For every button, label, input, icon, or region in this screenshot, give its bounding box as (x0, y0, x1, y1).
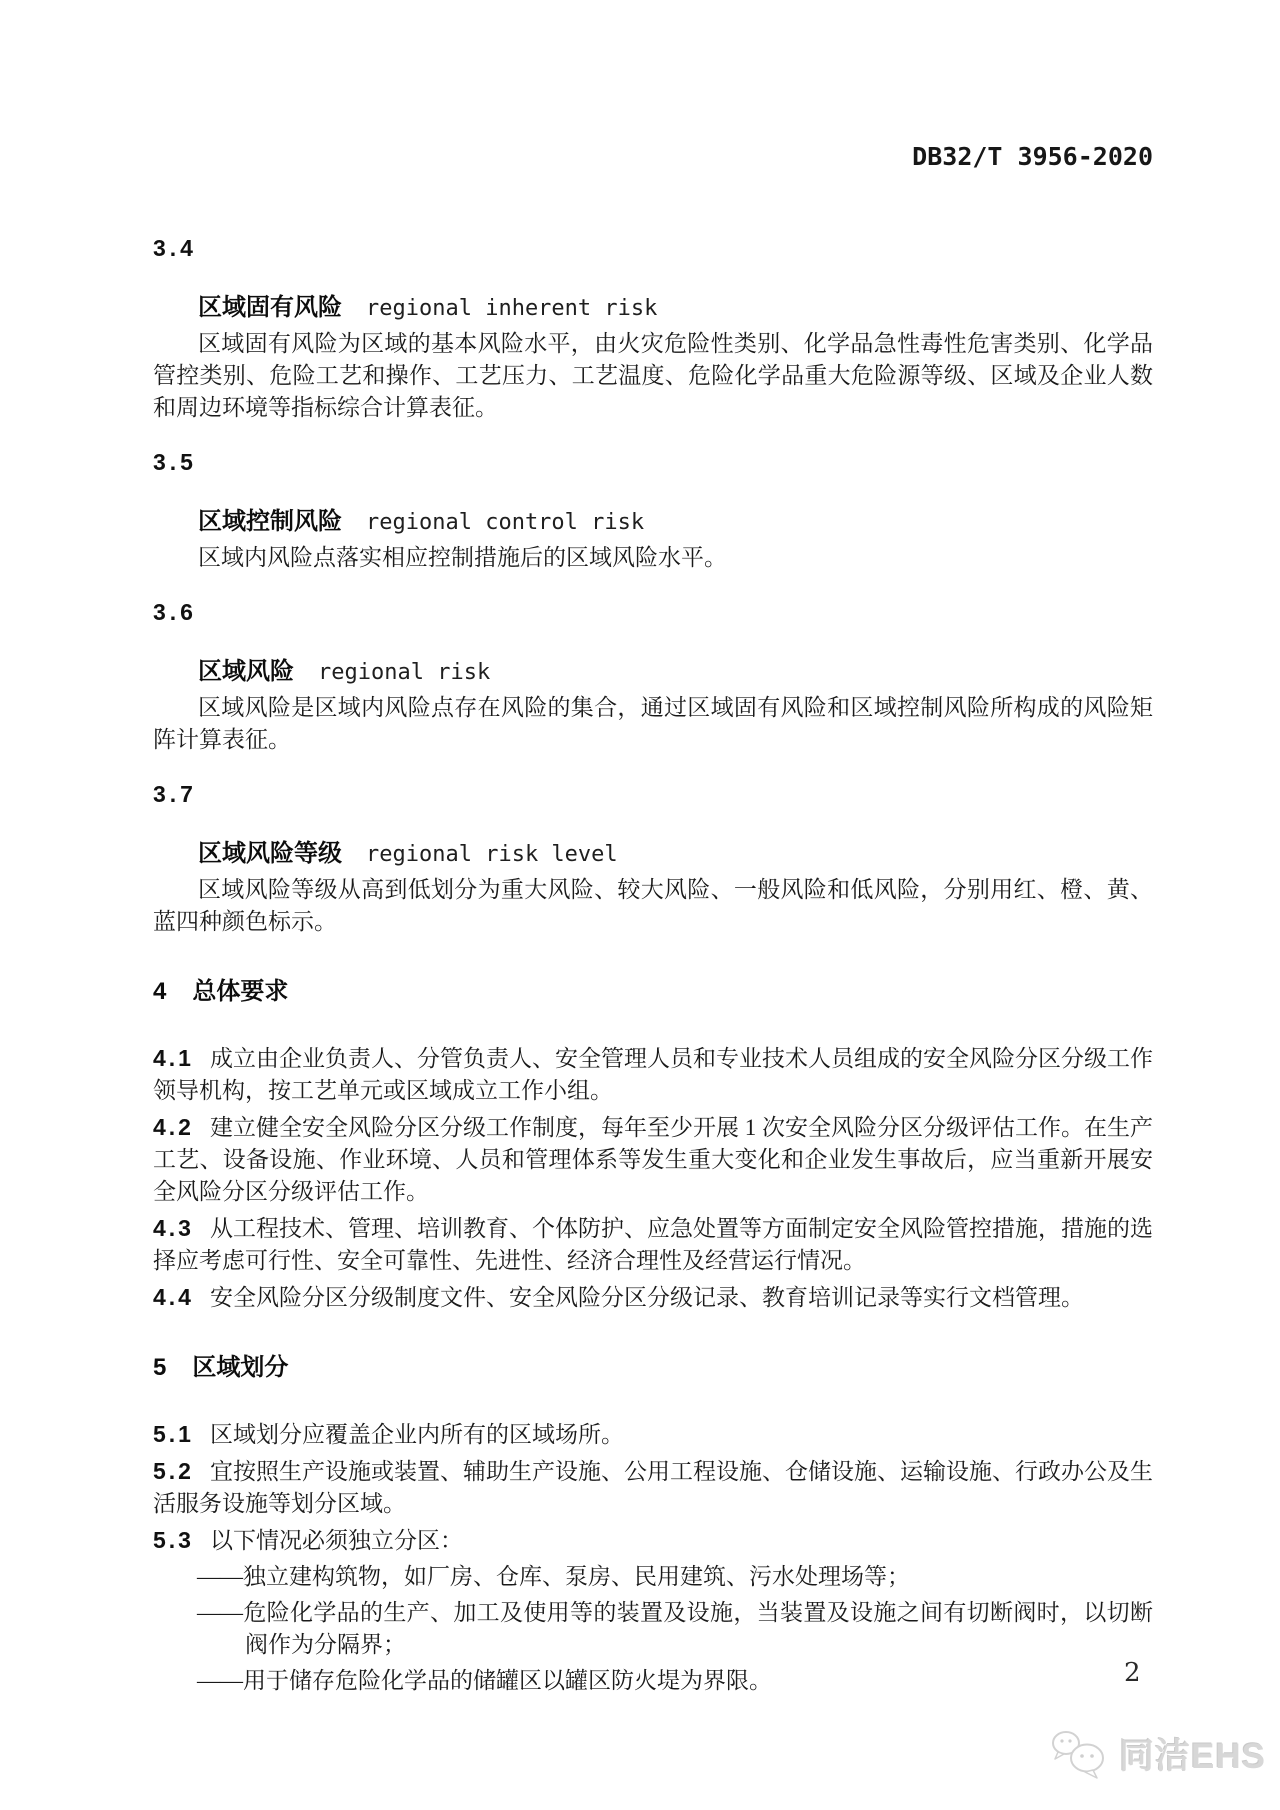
term-zh: 区域风险 (198, 658, 294, 685)
clause-number-3-7: 3.7 (153, 781, 197, 807)
clause-4-2 (153, 1111, 1153, 1208)
clause-5-3 (153, 1524, 1153, 1557)
dash-prefix: —— (197, 1564, 243, 1589)
dash-text: 独立建构筑物，如厂房、仓库、泵房、民用建筑、污水处理场等； (243, 1564, 910, 1589)
term-zh: 区域控制风险 (198, 508, 342, 535)
clause-text: 区域划分应覆盖企业内所有的区域场所。 (209, 1422, 624, 1447)
clause-text: 安全风险分区分级制度文件、安全风险分区分级记录、教育培训记录等实行文档管理。 (209, 1285, 1084, 1310)
term-en: regional risk (318, 660, 491, 685)
term-heading-3-6 (198, 656, 1153, 689)
term-definition-3-6: 区域风险是区域内风险点存在风险的集合，通过区域固有风险和区域控制风险所构成的风险矩阵计算表征。 (153, 695, 1153, 752)
page-number: 2 (1124, 1658, 1141, 1688)
watermark-text: 同洁EHS (1119, 1737, 1266, 1776)
dash-item-2 (153, 1597, 1153, 1661)
term-definition-3-4: 区域固有风险为区域的基本风险水平，由火灾危险性类别、化学品急性毒性危害类别、化学品管控类别、危险工艺和操作、工艺压力、工艺温度、危险化学品重大危险源等级、区域及企业人数和周边环境等指标综合计算表征。 (153, 331, 1153, 420)
standard-code: DB32/T 3956-2020 (912, 142, 1153, 171)
clause-4-4 (153, 1281, 1153, 1314)
clause-5-1 (153, 1418, 1153, 1451)
document-body (153, 232, 1153, 1697)
dash-text: 危险化学品的生产、加工及使用等的装置及设施，当装置及设施之间有切断阀时，以切断阀作为分隔界； (243, 1600, 1153, 1657)
chapter-title: 总体要求 (192, 978, 289, 1005)
clause-text: 以下情况必须独立分区： (209, 1528, 463, 1553)
term-heading-3-7 (198, 838, 1153, 871)
chapter-heading-4 (153, 976, 1153, 1008)
term-definition-3-5: 区域内风险点落实相应控制措施后的区域风险水平。 (198, 545, 727, 570)
term-en: regional control risk (366, 510, 645, 535)
dash-text: 用于储存危险化学品的储罐区以罐区防火堤为界限。 (243, 1668, 772, 1693)
clause-text: 从工程技术、管理、培训教育、个体防护、应急处置等方面制定安全风险管控措施，措施的选择应考虑可行性、安全可靠性、先进性、经济合理性及经营运行情况。 (153, 1216, 1153, 1273)
clause-text: 宜按照生产设施或装置、辅助生产设施、公用工程设施、仓储设施、运输设施、行政办公及生活服务设施等划分区域。 (153, 1459, 1153, 1516)
clause-number: 5.1 (153, 1421, 194, 1447)
chapter-title: 区域划分 (192, 1354, 289, 1381)
chapter-heading-5 (153, 1352, 1153, 1384)
clause-4-1 (153, 1042, 1153, 1107)
wechat-icon (1049, 1728, 1111, 1780)
dash-prefix: —— (197, 1600, 243, 1625)
clause-number-3-5: 3.5 (153, 449, 197, 475)
clause-number: 4.4 (153, 1284, 194, 1310)
clause-number: 4.1 (153, 1045, 194, 1071)
term-en: regional inherent risk (366, 296, 658, 321)
term-heading-3-4 (198, 292, 1153, 325)
term-heading-3-5 (198, 506, 1153, 539)
clause-4-3 (153, 1212, 1153, 1277)
term-zh: 区域风险等级 (198, 840, 342, 867)
clause-text: 成立由企业负责人、分管负责人、安全管理人员和专业技术人员组成的安全风险分区分级工作领导机构，按工艺单元或区域成立工作小组。 (153, 1046, 1153, 1103)
term-zh: 区域固有风险 (198, 294, 342, 321)
clause-text: 建立健全安全风险分区分级工作制度，每年至少开展 1 次安全风险分区分级评估工作。在生产工艺、设备设施、作业环境、人员和管理体系等发生重大变化和企业发生事故后，应当重新开展安全风险分区分级评估工作。 (153, 1115, 1153, 1204)
dash-item-1 (153, 1561, 1153, 1593)
clause-number-3-4: 3.4 (153, 235, 197, 261)
page-header (0, 0, 1280, 178)
chapter-number: 4 (153, 978, 169, 1005)
clause-number: 5.2 (153, 1458, 194, 1484)
dash-item-3 (153, 1665, 1153, 1697)
term-en: regional risk level (366, 842, 618, 867)
clause-5-2 (153, 1455, 1153, 1520)
clause-number: 4.3 (153, 1215, 194, 1241)
clause-number: 5.3 (153, 1527, 194, 1553)
chapter-number: 5 (153, 1354, 169, 1381)
dash-prefix: —— (197, 1668, 243, 1693)
clause-number: 4.2 (153, 1114, 194, 1140)
clause-number-3-6: 3.6 (153, 599, 197, 625)
term-definition-3-7: 区域风险等级从高到低划分为重大风险、较大风险、一般风险和低风险，分别用红、橙、黄、蓝四种颜色标示。 (153, 877, 1153, 934)
watermark (1049, 1728, 1266, 1780)
